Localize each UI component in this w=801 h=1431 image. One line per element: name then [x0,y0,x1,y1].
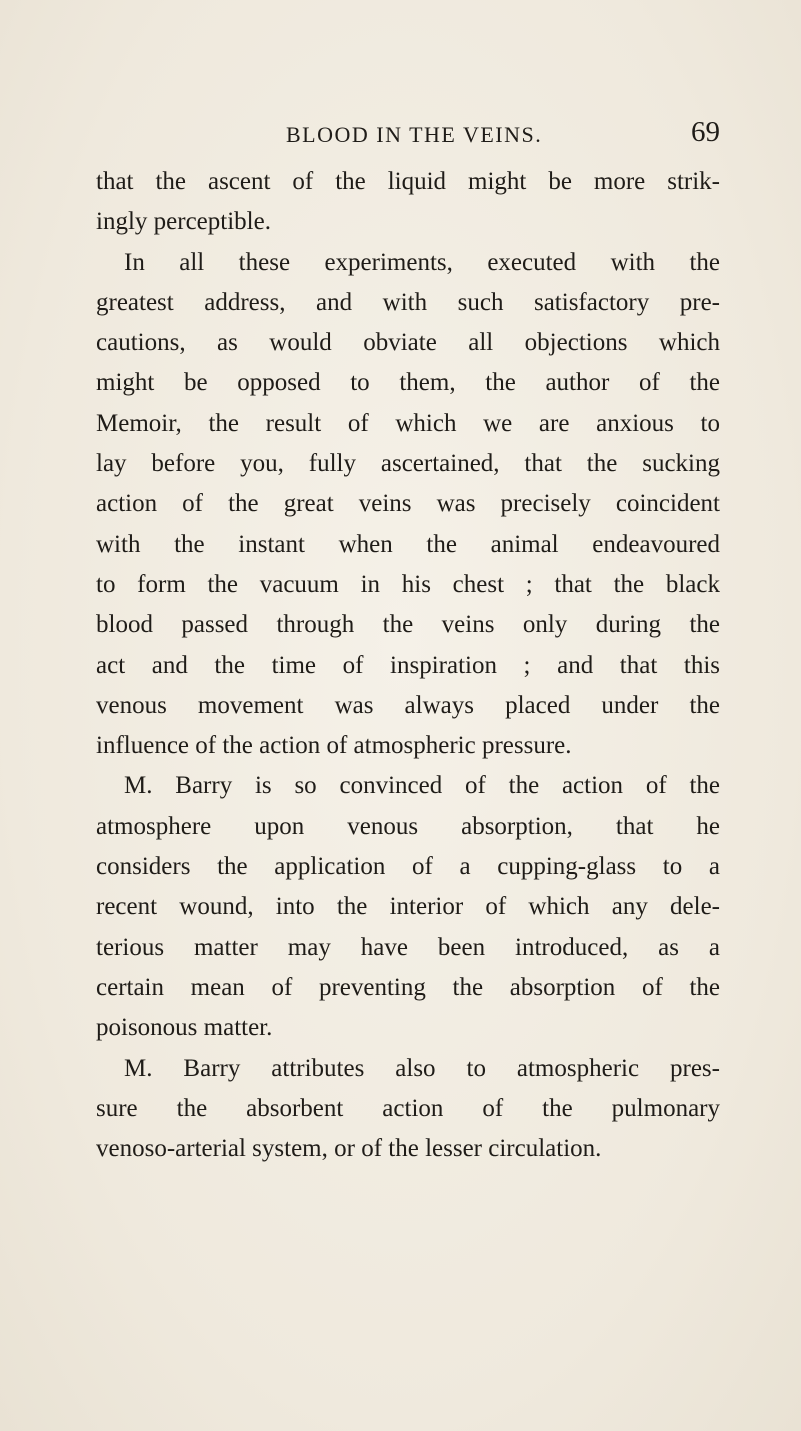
text-line: with the instant when the animal endeavoured [96,530,720,558]
paragraph [96,243,720,767]
text-line: terious matter may have been introduced, as a [96,933,720,961]
text-line: venous movement was always placed under the [96,691,720,719]
text-line: sure the absorbent action of the pulmonary [96,1094,720,1122]
text-line: ingly perceptible. [96,208,271,236]
text-line: lay before you, fully ascertained, that the sucking [96,450,720,478]
text-line: recent wound, into the interior of which any dele- [96,893,720,921]
page-number: 69 [691,116,720,148]
text-line: Memoir, the result of which we are anxious to [96,409,720,437]
text-line: that the ascent of the liquid might be more strik- [96,168,720,195]
text-line: blood passed through the veins only during the [96,611,720,639]
text-line: action of the great veins was precisely coincident [96,490,720,518]
text-line: certain mean of preventing the absorption of the [96,973,720,1001]
text-line: poisonous matter. [96,1014,273,1042]
text-line: M. Barry attributes also to atmospheric pres- [124,1054,720,1082]
paragraph [96,1049,720,1170]
running-title: BLOOD IN THE VEINS. [286,122,543,147]
text-line: In all these experiments, executed with the [124,248,720,276]
text-line: considers the application of a cupping-glass to a [96,853,720,881]
text-line: influence of the action of atmospheric pressure. [96,732,572,760]
running-head [96,116,720,156]
text-line: cautions, as would obviate all objections which [96,329,720,357]
text-line: M. Barry is so convinced of the action of the [124,772,720,800]
text-line: greatest address, and with such satisfactory pre- [96,288,720,316]
paragraph [96,766,720,1048]
text-line: act and the time of inspiration ; and that this [96,651,720,679]
text-line: might be opposed to them, the author of the [96,369,720,397]
text-line: atmosphere upon venous absorption, that he [96,812,720,840]
body-text [96,162,720,1169]
text-line: to form the vacuum in his chest ; that the black [96,570,720,598]
text-line: venoso-arterial system, or of the lesser circulation. [96,1135,602,1163]
paragraph [96,162,720,243]
